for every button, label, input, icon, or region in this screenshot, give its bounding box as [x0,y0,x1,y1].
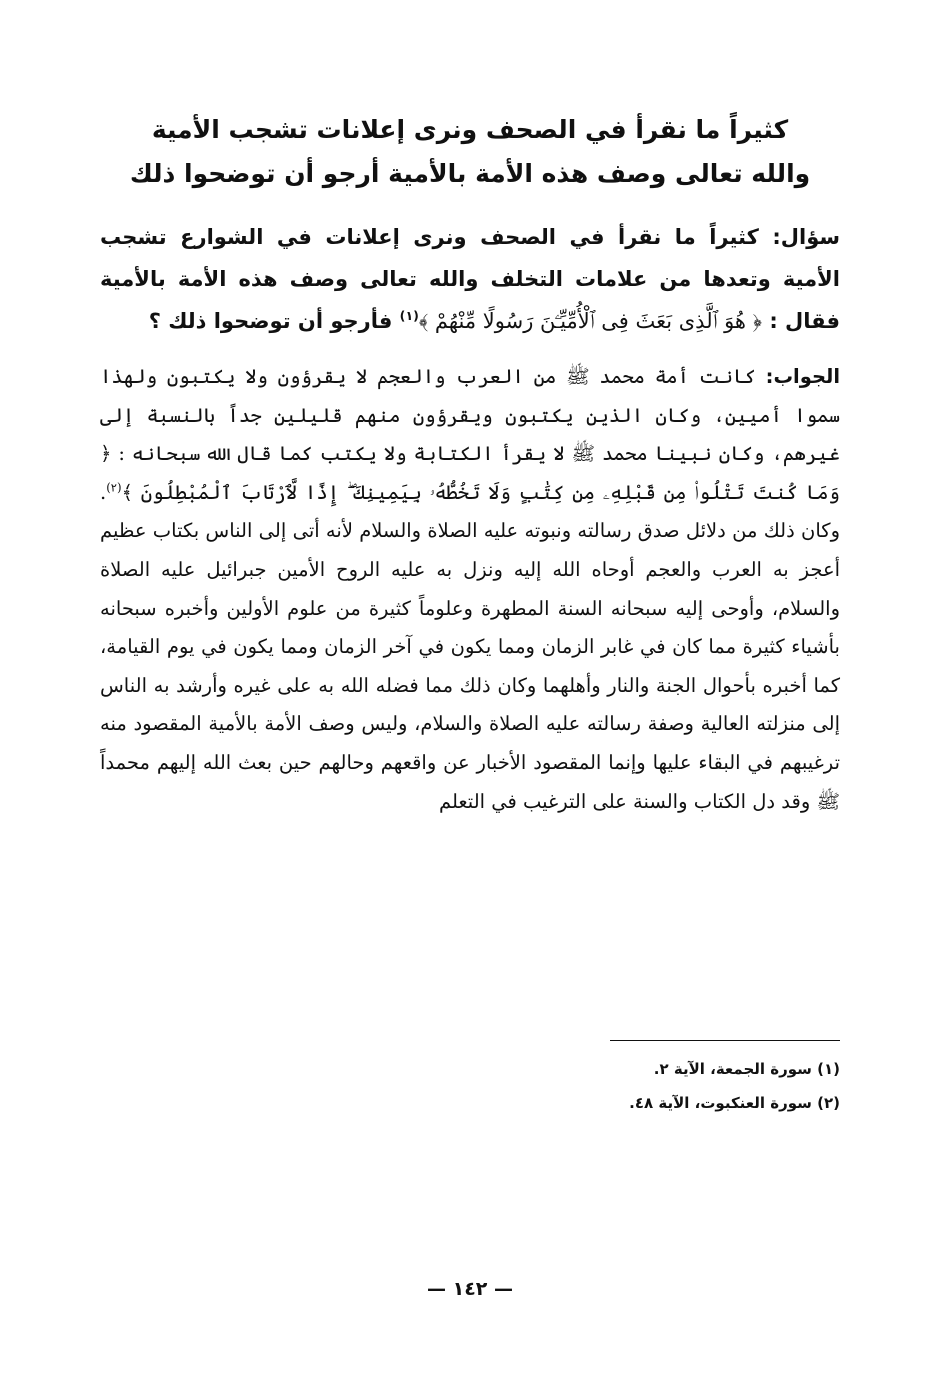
page-number: — ١٤٢ — [426,1278,514,1300]
answer-footnote-ref: (٢) [106,480,122,495]
title-line-1: كثيراً ما نقرأ في الصحف ونرى إعلانات تشجب الأمية [151,115,789,144]
answer-paragraph [100,358,840,821]
footnote-divider [610,1040,840,1041]
question-text-1: كثيراً ما نقرأ في الصحف ونرى إعلانات في الشوارع تشجب الأمية وتعدها من علامات التخلف والله تعالى وصف هذه الأمة بالأمية فقال : [100,225,840,333]
answer-text-1: كانت أمة محمد ﷺ من العرب والعجم لا يقرؤون ولا يكتبون ولهذا سموا أميين، وكان الذين يكتبون ويقرؤون منهم قليلين جداً بالنسبة إلى غيرهم، وكان نبينا محمد ﷺ لا يقرأ الكتابة ولا يكتب كما قال الله سبحانه : [100,365,840,466]
footnote-2: (٢) سورة العنكبوت، الآية ٤٨. [629,1094,840,1112]
footnote-1: (١) سورة الجمعة، الآية ٢. [653,1060,840,1078]
answer-quran-verse: ﴿ وَمَا كُنتَ تَتْلُوا۟ مِن قَبْلِهِۦ مِن كِتَٰبٍ وَلَا تَخُطُّهُۥ بِيَمِينِكَ ۖ إِذًا لَّٱرْتَابَ ٱلْمُبْطِلُونَ ﴾ [100,442,840,504]
question-footnote-ref: (١) [399,308,419,323]
question-paragraph [100,216,840,342]
answer-text-2: . وكان ذلك من دلائل صدق رسالته ونبوته عليه الصلاة والسلام لأنه أتى إلى الناس بكتاب عظيم أعجز به العرب والعجم أوحاه الله إليه ونزل به عليه الروح الأمين جبرائيل عليه الصلاة والسلام، وأوحى إليه سبحانه السنة المطهرة وعلوماً كثيرة من علوم الأولين وأخبره سبحانه بأشياء كثيرة مما كان في غابر الزمان ومما يكون في آخر الزمان ومما يكون في يوم القيامة، كما أخبره بأحوال الجنة والنار وأهلهما وكان ذلك مما فضله الله به على غيره وأرشد به الناس إلى منزلته العالية وصفة رسالته عليه الصلاة والسلام، وليس وصف الأمة بالأمية المقصود منه ترغيبهم في البقاء عليها وإنما المقصود الأخبار عن واقعهم وحالهم حين بعث الله إليهم محمداً ﷺ وقد دل الكتاب والسنة على الترغيب في التعلم [100,480,840,813]
answer-label: الجواب: [765,365,841,388]
question-label: سؤال: [772,225,841,249]
question-text-2: فأرجو أن توضحوا ذلك ؟ [148,309,393,333]
book-page [100,108,840,1358]
footnotes [100,1052,840,1120]
title-line-2: والله تعالى وصف هذه الأمة بالأمية أرجو أن توضحوا ذلك [129,159,811,188]
question-quran-verse: ﴿ هُوَ ٱلَّذِى بَعَثَ فِى ٱلْأُمِّيِّـۧنَ رَسُولًا مِّنْهُمْ ﴾ [418,309,762,333]
page-title [100,108,840,196]
